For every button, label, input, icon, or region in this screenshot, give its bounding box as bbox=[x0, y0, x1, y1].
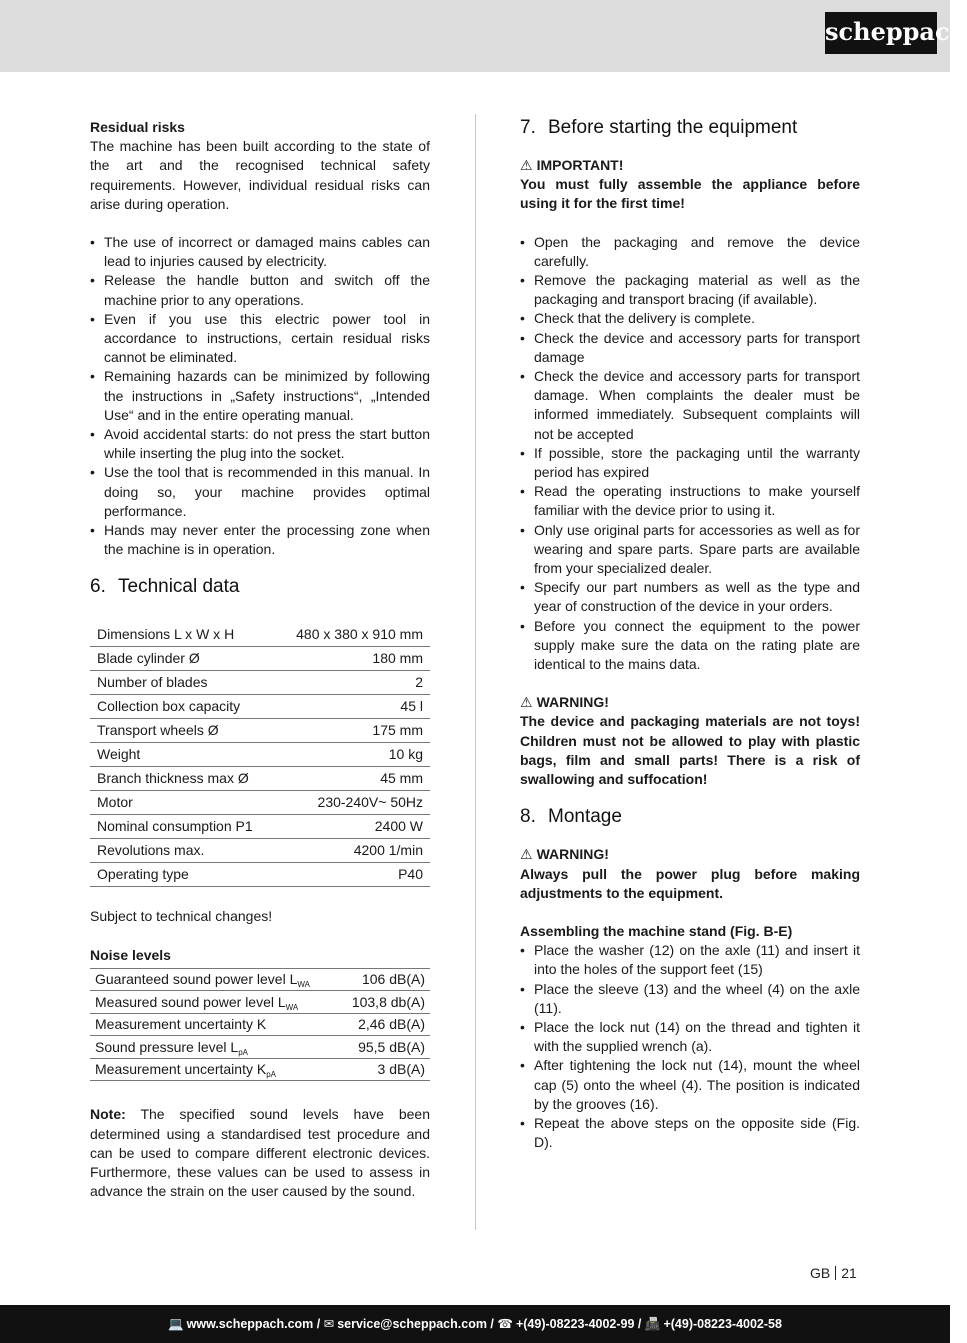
spec-label: Nominal consumption P1 bbox=[90, 815, 276, 839]
table-row bbox=[90, 695, 430, 719]
spec-label: Operating type bbox=[90, 863, 276, 887]
list-item: • Check that the delivery is complete. bbox=[520, 309, 860, 328]
table-row bbox=[90, 623, 430, 647]
spec-label: Number of blades bbox=[90, 671, 276, 695]
spec-value: P40 bbox=[276, 863, 430, 887]
table-row bbox=[90, 991, 430, 1014]
spec-label: Transport wheels Ø bbox=[90, 719, 276, 743]
list-item: • Check the device and accessory parts for transport damage bbox=[520, 329, 860, 367]
table-row bbox=[90, 647, 430, 671]
residual-risks-title: Residual risks bbox=[90, 119, 185, 135]
list-item: • If possible, store the packaging until the warranty period has expired bbox=[520, 444, 860, 482]
fax-icon: 📠 bbox=[644, 1317, 661, 1331]
email-icon: ✉ bbox=[323, 1317, 335, 1331]
table-row bbox=[90, 719, 430, 743]
spec-value: 10 kg bbox=[276, 743, 430, 767]
spec-value: 2 bbox=[276, 671, 430, 695]
warning-text-toys: The device and packaging materials are not toys! Children must not be allowed to play with plastic bags, film and small parts! There is a risk of swallowing and suffocation! bbox=[520, 713, 860, 788]
noise-label: Sound pressure level $L_{pA}$ bbox=[90, 1036, 338, 1059]
noise-levels-title: Noise levels bbox=[90, 946, 171, 963]
footer-website[interactable]: www.scheppach.com bbox=[186, 1317, 314, 1331]
warning-label-power-plug: ⚠ WARNING! bbox=[520, 846, 609, 863]
header-bar bbox=[0, 0, 967, 72]
spec-label: Motor bbox=[90, 791, 276, 815]
noise-value: 2,46 dB(A) bbox=[338, 1013, 430, 1036]
footer-fax: +(49)-08223-4002-58 bbox=[663, 1317, 782, 1331]
noise-value: 3 dB(A) bbox=[338, 1058, 430, 1081]
list-item: • Even if you use this electric power tool in accordance to instructions, certain residual risks cannot be eliminated. bbox=[90, 310, 430, 368]
before-starting-list bbox=[520, 233, 860, 675]
warning-triangle-icon: ⚠ bbox=[520, 157, 533, 173]
section-heading-before-starting: 7. Before starting the equipment bbox=[520, 117, 798, 138]
warning-triangle-icon: ⚠ bbox=[520, 846, 533, 863]
list-item: • Remove the packaging material as well as the packaging and transport bracing (if available). bbox=[520, 271, 860, 309]
table-row bbox=[90, 767, 430, 791]
list-item: • Read the operating instructions to make yourself familiar with the device prior to using it. bbox=[520, 482, 860, 520]
spec-value: 45 l bbox=[276, 695, 430, 719]
footer-bar: 💻 www.scheppach.com / ✉ service@scheppach.com / ☎ +(49)-08223-4002-99 / 📠 +(49)-08223-4002-58 bbox=[0, 1305, 950, 1343]
list-item: • Open the packaging and remove the device carefully. bbox=[520, 233, 860, 271]
warning-text-power-plug: Always pull the power plug before making adjustments to the equipment. bbox=[520, 865, 860, 901]
table-row bbox=[90, 791, 430, 815]
residual-risks-intro: The machine has been built according to the state of the art and the recognised technical safety requirements. However, individual residual risks can arise during operation. bbox=[90, 138, 430, 212]
table-row bbox=[90, 1058, 430, 1081]
spec-label: Blade cylinder Ø bbox=[90, 647, 276, 671]
footer-email[interactable]: service@scheppach.com bbox=[337, 1317, 487, 1331]
left-column bbox=[90, 118, 430, 1201]
spec-value: 230-240V~ 50Hz bbox=[276, 791, 430, 815]
list-item: • Repeat the above steps on the opposite side (Fig. D). bbox=[520, 1114, 860, 1152]
section-heading-montage: 8. Montage bbox=[520, 806, 622, 828]
list-item: • Avoid accidental starts: do not press the start button while inserting the plug into the socket. bbox=[90, 425, 430, 463]
spec-label: Revolutions max. bbox=[90, 839, 276, 863]
spec-value: 480 x 380 x 910 mm bbox=[276, 623, 430, 647]
column-divider bbox=[475, 114, 476, 1230]
list-item: • Check the device and accessory parts for transport damage. When complaints the dealer must be informed immediately. Subsequent complaints will not be accepted bbox=[520, 367, 860, 444]
noise-label: Guaranteed sound power level $L_{WA}$ bbox=[90, 968, 338, 991]
list-item: • Before you connect the equipment to the power supply make sure the data on the rating plate are identical to the mains data. bbox=[520, 617, 860, 675]
table-row bbox=[90, 815, 430, 839]
table-row bbox=[90, 968, 430, 991]
noise-label: Measurement uncertainty $K_{pA}$ bbox=[90, 1058, 338, 1081]
spec-label: Dimensions L x W x H bbox=[90, 623, 276, 647]
technical-data-table bbox=[90, 623, 430, 887]
spec-value: 180 mm bbox=[276, 647, 430, 671]
list-item: • The use of incorrect or damaged mains cables can lead to injuries caused by electricity. bbox=[90, 233, 430, 271]
warning-triangle-icon: ⚠ bbox=[520, 694, 533, 711]
footer-phone: +(49)-08223-4002-99 bbox=[515, 1317, 635, 1331]
right-column bbox=[520, 118, 860, 1152]
list-item: • Place the sleeve (13) and the wheel (4) on the axle (11). bbox=[520, 980, 860, 1018]
table-row bbox=[90, 1013, 430, 1036]
list-item: • Specify our part numbers as well as the type and year of construction of the device in your orders. bbox=[520, 578, 860, 616]
list-item: • Place the washer (12) on the axle (11) and insert it into the holes of the support feet (15) bbox=[520, 941, 860, 979]
phone-icon: ☎ bbox=[497, 1317, 513, 1331]
spec-label: Collection box capacity bbox=[90, 695, 276, 719]
noise-value: 106 dB(A) bbox=[338, 968, 430, 991]
spec-value: 45 mm bbox=[276, 767, 430, 791]
noise-levels-table bbox=[90, 968, 430, 1082]
list-item: • After tightening the lock nut (14), mount the wheel cap (5) onto the wheel (4). The position is indicated by the grooves (16). bbox=[520, 1056, 860, 1114]
assembling-stand-list bbox=[520, 941, 860, 1152]
list-item: • Place the lock nut (14) on the thread and tighten it with the supplied wrench (a). bbox=[520, 1018, 860, 1056]
section-heading-technical-data: 6. Technical data bbox=[90, 576, 240, 598]
noise-label: Measured sound power level $L_{WA}$ bbox=[90, 991, 338, 1014]
table-row bbox=[90, 743, 430, 767]
noise-value: 103,8 db(A) bbox=[338, 991, 430, 1014]
list-item: • Hands may never enter the processing zone when the machine is in operation. bbox=[90, 521, 430, 559]
spec-label: Weight bbox=[90, 743, 276, 767]
list-item: • Remaining hazards can be minimized by following the instructions in „Safety instructions“, „Intended Use“ and in the entire operating manual. bbox=[90, 367, 430, 425]
spec-value: 175 mm bbox=[276, 719, 430, 743]
residual-risks-list bbox=[90, 233, 430, 559]
table-row bbox=[90, 671, 430, 695]
important-label: ⚠ IMPORTANT! bbox=[520, 157, 624, 173]
list-item: • Release the handle button and switch off the machine prior to any operations. bbox=[90, 271, 430, 309]
important-text: You must fully assemble the appliance before using it for the first time! bbox=[520, 176, 860, 212]
computer-icon: 💻 bbox=[168, 1317, 184, 1331]
table-row bbox=[90, 839, 430, 863]
noise-label: Measurement uncertainty K bbox=[90, 1013, 338, 1036]
subject-to-changes-note: Subject to technical changes! bbox=[90, 908, 273, 925]
page-number: GB 21 bbox=[810, 1265, 857, 1281]
noise-value: 95,5 dB(A) bbox=[338, 1036, 430, 1059]
sound-level-note: Note: The specified sound levels have been determined using a standardised test procedure and can be used to compare different electronic devices. Furthermore, these values can be used to assess in advance the strain on the user caused by the sound. bbox=[90, 1106, 430, 1200]
list-item: • Use the tool that is recommended in this manual. In doing so, your machine provides optimal performance. bbox=[90, 463, 430, 521]
list-item: • Only use original parts for accessories as well as for wearing and spare parts. Spare parts are available from your specialized dealer. bbox=[520, 521, 860, 579]
table-row bbox=[90, 863, 430, 887]
brand-logo: scheppach bbox=[825, 12, 937, 54]
assembling-stand-title: Assembling the machine stand (Fig. B-E) bbox=[520, 922, 793, 939]
table-row bbox=[90, 1036, 430, 1059]
warning-label-toys: ⚠ WARNING! bbox=[520, 694, 609, 711]
spec-label: Branch thickness max Ø bbox=[90, 767, 276, 791]
spec-value: 2400 W bbox=[276, 815, 430, 839]
spec-value: 4200 1/min bbox=[276, 839, 430, 863]
